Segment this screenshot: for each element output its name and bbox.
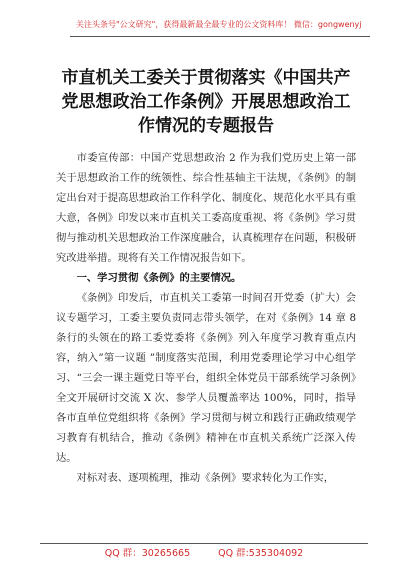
section-heading: 一、学习贯彻《条例》的主要情况。 bbox=[76, 272, 242, 284]
section-paragraph: 《条例》印发后，市直机关工委第一时间召开党委（扩大）会议专题学习，工委主要负责同志带头领学，在对《条例》14 章 8 条行的头领在的路工委党委将《条例》列入年度学习教育重点内容，纳入”第一议题 ”制度落实范围，利用党委理论学习中心组学习、“三会一课主题党日等平台，组织全体党员干部系统学习条例》全文开展研讨交流 X 次、参学人员覆盖率达 100%，同时，指导各市直单位党组织将《条例》学习贯彻与树立和践行正确政绩观学习教育有机结合，推动《条例》精神在市直机关系统广泛深入传达。 bbox=[56, 292, 356, 464]
document-body bbox=[56, 148, 356, 488]
header-divider bbox=[70, 36, 370, 37]
footer bbox=[0, 548, 408, 560]
footer-qq-group-1: QQ 群：30265665 bbox=[104, 548, 191, 559]
document-title: 市直机关工委关于贯彻落实《中国共产党思想政治工作条例》开展思想政治工作情况的专题报告 bbox=[61, 68, 351, 136]
footer-divider bbox=[40, 543, 368, 544]
section-paragraph: 对标对表、逐项梳理，推动《条例》要求转化为工作实， bbox=[76, 472, 335, 484]
footer-qq-group-2: QQ 群:535304092 bbox=[218, 548, 304, 559]
intro-paragraph: 市委宣传部：中国产党思想政治 2 作为我们党历史上第一部关于思想政治工作的统领性、综合性基轴主干法规，《条例》的制定出台对于提高思想政治工作科学化、制度化、规范化水平具有重大意，各例》印发以来市直机关工委高度重视、将《条例》学习贯彻与推动机关思想政治工作深度融合，认真梳理存在问题，积极研究改进举措。现将有关工作情况报告如下。 bbox=[56, 152, 356, 264]
header-banner: 关注头条号"公文研究"，获得最新最全最专业的公文资料库！ 微信：gongwenyj bbox=[76, 20, 362, 29]
